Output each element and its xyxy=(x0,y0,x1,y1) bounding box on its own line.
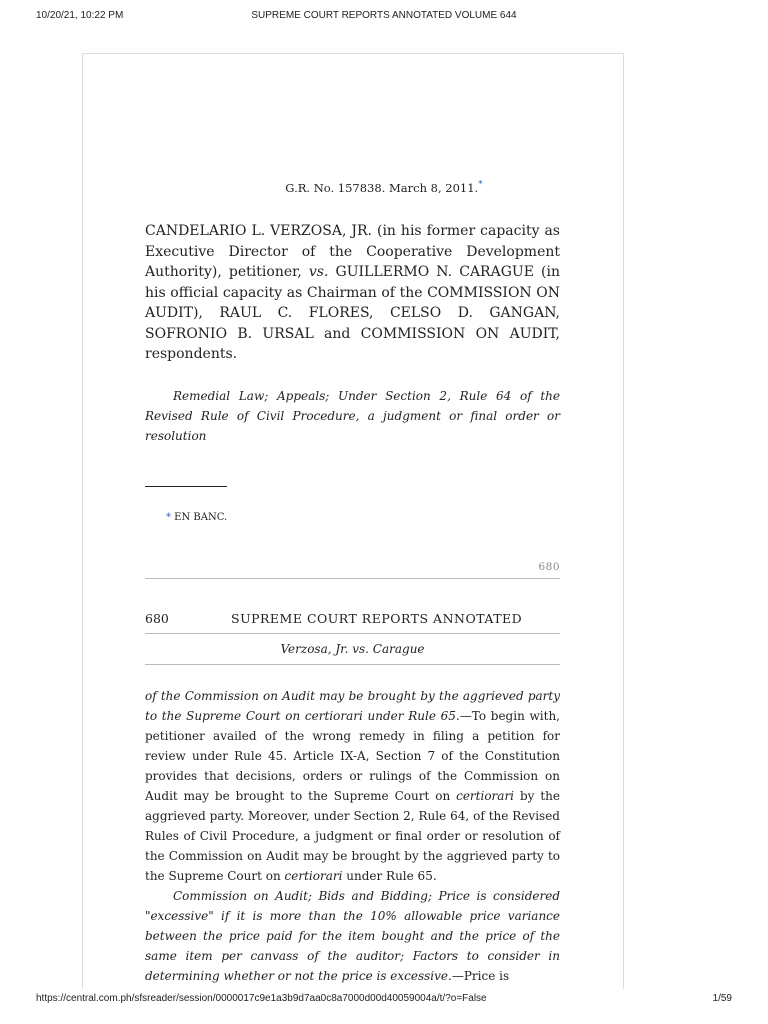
syllabus-paragraph-2: Commission on Audit; Bids and Bidding; Price is considered "excessive" if it is more than the 10% allowable price variance between the price paid for the item bought and the price of the same item per canvass of the auditor; Factors to consider in determining whether or not the price is excessive.—Price is xyxy=(145,889,560,983)
header-rule xyxy=(145,633,560,634)
footnote-rule xyxy=(145,486,227,487)
footnote-marker[interactable]: * xyxy=(166,512,171,523)
print-datetime: 10/20/21, 10:22 PM xyxy=(36,10,124,21)
case-gr-number: G.R. No. 157838. March 8, 2011.* xyxy=(285,180,483,195)
page-number-label: 680 xyxy=(538,561,560,573)
body-paragraph: of the Commission on Audit may be brought by the aggrieved party to the Supreme Court on certiorari under Rule 65.—To begin with, petitioner availed of the wrong remedy in filing a petition for review under Rule 45. Article IX-A, Section 7 of the Constitution provides that decisions, orders or rulings of the Commission on Audit may be brought to the Supreme Court on certiorari by the aggrieved party. Moreover, under Section 2, Rule 64, of the Revised Rules of Civil Procedure, a judgment or final order or resolution of the Commission on Audit may be brought by the aggrieved party to the Supreme Court on certiorari under Rule 65. xyxy=(145,689,561,883)
page-separator xyxy=(145,578,560,579)
case-title: Verzosa, Jr. vs. Carague xyxy=(280,642,425,656)
case-parties: CANDELARIO L. VERZOSA, JR. (in his former capacity as Executive Director of the Cooperative Development Authority), petitioner, vs. GUILLERMO N. CARAGUE (in his official capacity as Chairman of the COMMISSION ON AUDIT), RAUL C. FLORES, CELSO D. GANGAN, SOFRONIO B. URSAL and COMMISSION ON AUDIT, respondents. xyxy=(145,223,560,362)
running-page-number: 680 xyxy=(145,611,169,626)
print-title: SUPREME COURT REPORTS ANNOTATED VOLUME 644 xyxy=(251,10,517,21)
header-rule-bottom xyxy=(145,664,560,665)
body-text xyxy=(145,686,560,986)
browser-print-header xyxy=(0,10,768,26)
browser-print-footer xyxy=(0,993,768,1009)
syllabus-paragraph: Remedial Law; Appeals; Under Section 2, Rule 64 of the Revised Rule of Civil Procedure, a judgment or final order or resolution xyxy=(145,389,560,443)
footnote: * EN BANC. xyxy=(166,512,228,523)
running-title: SUPREME COURT REPORTS ANNOTATED xyxy=(231,611,523,626)
gr-footnote-marker[interactable]: * xyxy=(478,180,483,190)
print-url: https://central.com.ph/sfsreader/session/0000017c9e1a3b9d7aa0c8a7000d00d40059004a/t/?o=False xyxy=(36,993,487,1004)
print-page-count: 1/59 xyxy=(712,993,732,1004)
